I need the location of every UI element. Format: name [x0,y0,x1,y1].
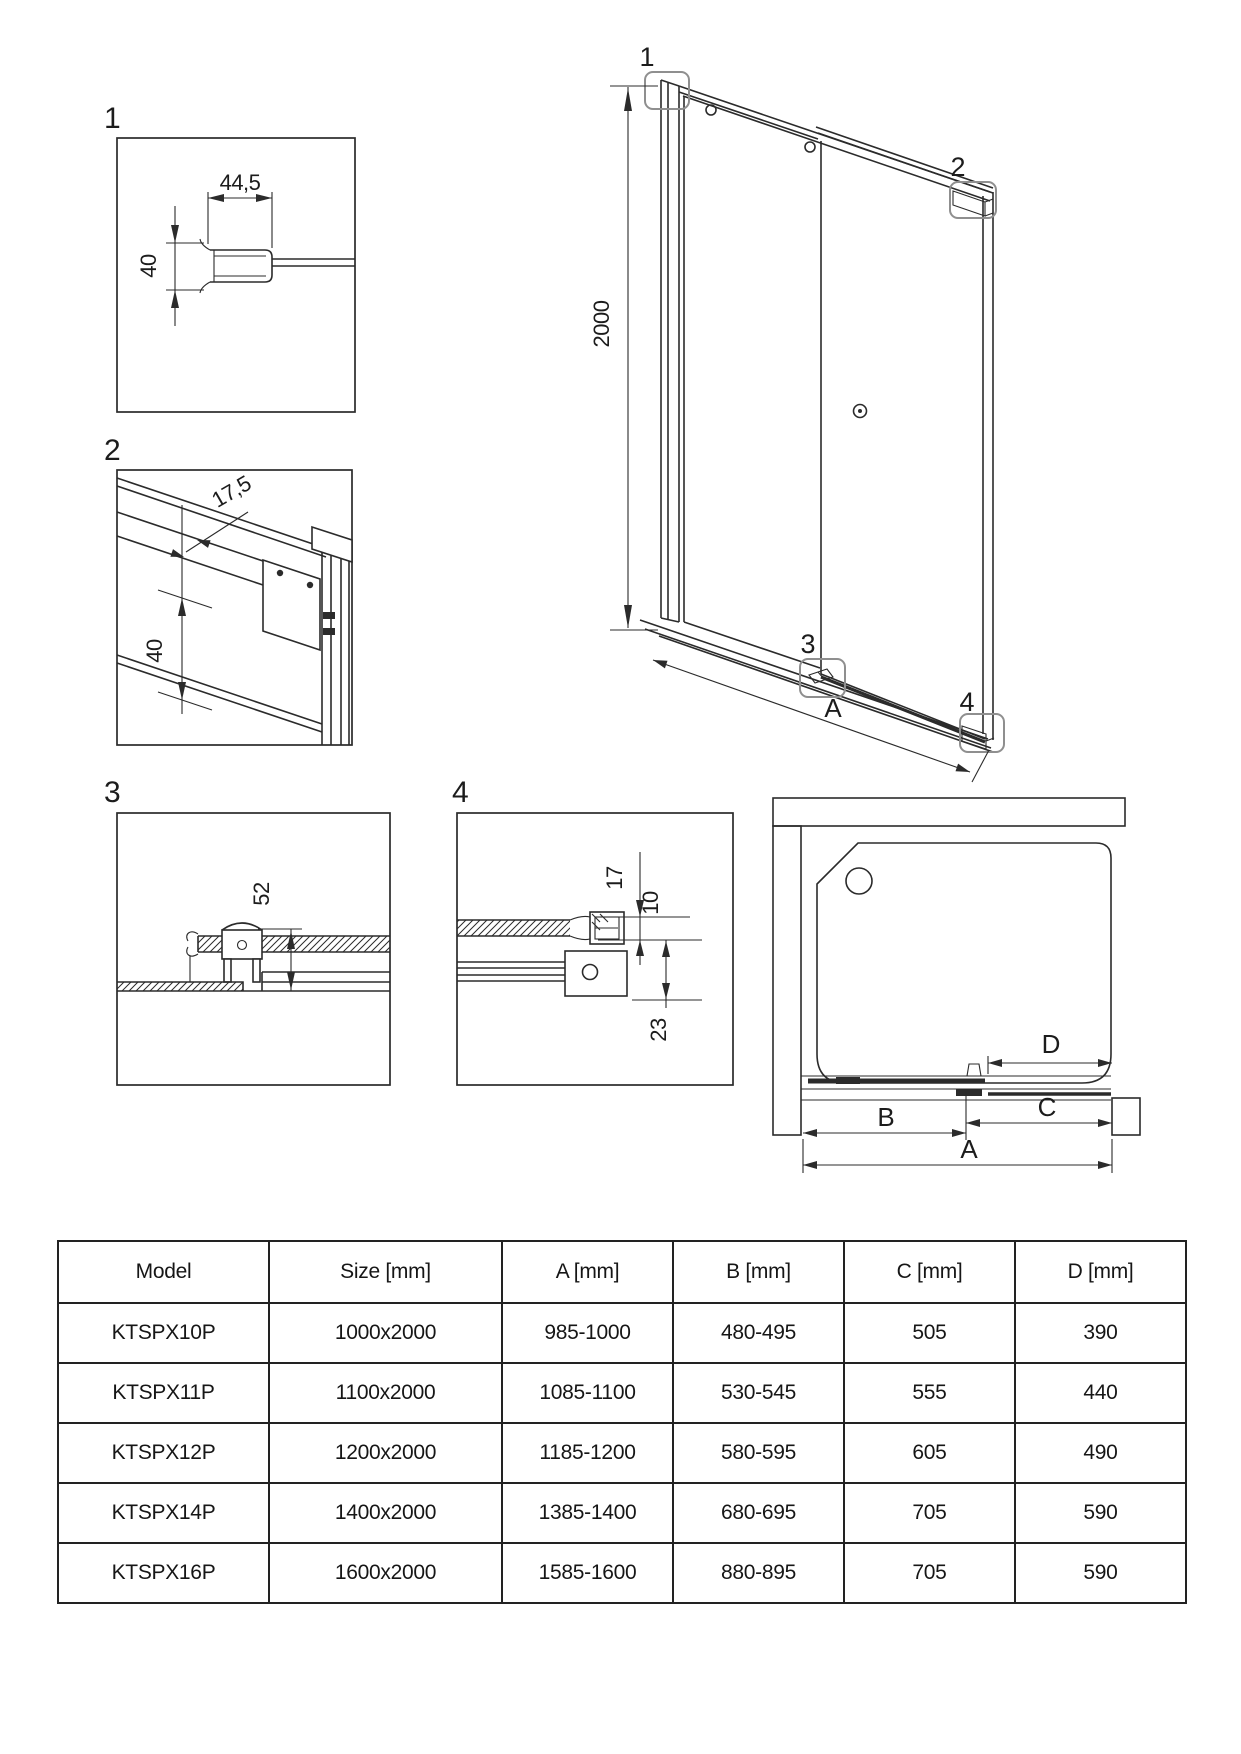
left-wall [773,826,801,1135]
cell-model: KTSPX10P [58,1303,269,1363]
cell-b: 580-595 [673,1423,844,1483]
right-wall-stub [1112,1098,1140,1135]
cell-c: 555 [844,1363,1015,1423]
profile-outline [210,250,272,282]
detail-view-4 [452,776,733,1085]
roller-clamp [222,930,262,959]
cell-size: 1100x2000 [269,1363,502,1423]
cell-size: 1200x2000 [269,1423,502,1483]
table-row [58,1423,1186,1483]
detail-1-dim-width: 44,5 [219,170,261,195]
col-header-a: A [mm] [502,1241,673,1303]
cell-b: 480-495 [673,1303,844,1363]
detail-view-2 [104,434,352,745]
floor-section [117,982,243,991]
col-header-size: Size [mm] [269,1241,502,1303]
glass-line [272,259,355,266]
callout-2: 2 [950,152,966,182]
cell-model: KTSPX11P [58,1363,269,1423]
col-header-c: C [mm] [844,1241,1015,1303]
cell-size: 1000x2000 [269,1303,502,1363]
wall-profile [661,80,679,622]
detail-2-dim-offset: 17,5 [207,470,256,513]
sliding-panel [679,92,820,668]
roller [706,105,716,115]
table-row [58,1363,1186,1423]
cell-a: 985-1000 [502,1303,673,1363]
detail-4-dim-10: 10 [638,891,663,915]
detail-3-dim-height: 52 [249,882,274,906]
cell-model: KTSPX12P [58,1423,269,1483]
main-height-dim: 2000 [589,300,614,348]
cell-c: 705 [844,1543,1015,1603]
plan-dim-d: D [1041,1029,1061,1059]
callout-4: 4 [959,687,975,717]
detail-1-label: 1 [104,102,121,135]
cell-a: 1185-1200 [502,1423,673,1483]
cell-c: 605 [844,1423,1015,1483]
main-isometric-view [589,42,1004,782]
detail-view-3 [104,776,390,1085]
main-width-dim: A [824,693,842,723]
cell-a: 1085-1100 [502,1363,673,1423]
cell-b: 680-695 [673,1483,844,1543]
detail-4-dim-23: 23 [646,1018,671,1042]
col-header-b: B [mm] [673,1241,844,1303]
cell-a: 1385-1400 [502,1483,673,1543]
plan-view [773,798,1140,1173]
rail-bracket [263,560,320,650]
col-header-d: D [mm] [1015,1241,1186,1303]
table-row [58,1543,1186,1603]
cell-c: 505 [844,1303,1015,1363]
spec-table [57,1240,1187,1604]
table-header-row [58,1241,1186,1303]
back-wall [773,798,1125,826]
cell-d: 490 [1015,1423,1186,1483]
detail-4-label: 4 [452,776,469,809]
bottom-track [640,620,993,752]
col-header-model: Model [58,1241,269,1303]
table-row [58,1303,1186,1363]
plan-dim-a: A [960,1134,978,1164]
plan-dim-c: C [1037,1092,1057,1122]
callout-box-1 [645,72,689,109]
fixed-panel [818,133,993,740]
cell-size: 1400x2000 [269,1483,502,1543]
cell-model: KTSPX14P [58,1483,269,1543]
cell-model: KTSPX16P [58,1543,269,1603]
detail-4-frame [457,813,733,1085]
detail-1-dim-height: 40 [136,254,161,278]
cell-b: 880-895 [673,1543,844,1603]
table-row [58,1483,1186,1543]
cell-a: 1585-1600 [502,1543,673,1603]
detail-2-label: 2 [104,434,121,467]
plan-dim-b: B [877,1102,895,1132]
cell-b: 530-545 [673,1363,844,1423]
cell-d: 390 [1015,1303,1186,1363]
top-rail [679,86,993,201]
detail-3-label: 3 [104,776,121,809]
detail-2-dim-height: 40 [142,639,167,663]
mount-block [565,951,627,996]
callout-3: 3 [800,629,816,659]
cell-d: 590 [1015,1543,1186,1603]
cell-d: 590 [1015,1483,1186,1543]
roller [805,142,815,152]
detail-view-1 [104,102,355,412]
cell-c: 705 [844,1483,1015,1543]
callout-1: 1 [639,42,655,72]
glass-section [457,920,570,936]
shower-tray [817,843,1111,1083]
cell-size: 1600x2000 [269,1543,502,1603]
detail-4-dim-17: 17 [602,866,627,890]
cell-d: 440 [1015,1363,1186,1423]
